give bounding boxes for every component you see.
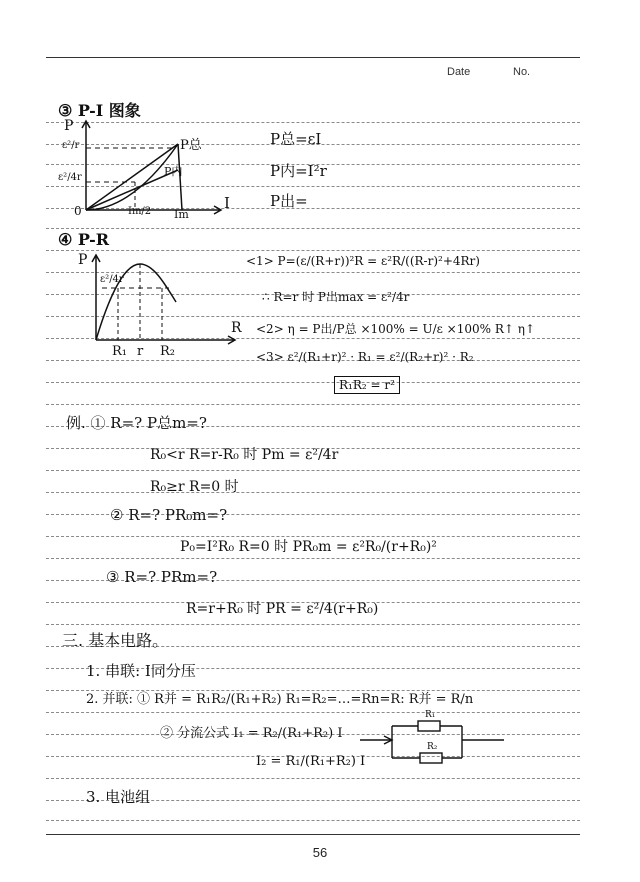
- circuits-current-divider-2: I₂ = R₁/(R₁+R₂) I: [256, 754, 366, 769]
- example-line-5: P₀=I²R₀ R=0 时 PR₀m = ε²R₀/(r+R₀)²: [180, 539, 437, 555]
- circuits-battery-pack: 3. 电池组: [86, 788, 151, 806]
- pr-formula-equal-power: <3> ε²/(R₁+r)² · R₁ = ε²/(R₂+r)² · R₂: [256, 350, 474, 364]
- header-rule: [46, 57, 580, 58]
- pr-x-tick-r: r: [137, 344, 144, 359]
- section4-title: ④ P-R: [58, 230, 110, 249]
- example-line-6: ③ R=? PRm=?: [106, 568, 218, 586]
- page-number: 56: [312, 845, 328, 860]
- pr-x-tick-r1: R₁: [112, 344, 127, 359]
- circuit-label-r2: R₂: [427, 742, 438, 752]
- pi-y-tick-mid: ε²/4r: [58, 172, 82, 183]
- pr-formula-efficiency: <2> η = P出/P总 ×100% = U/ε ×100% R↑ η↑: [256, 322, 535, 336]
- formula-p-inner: P内=I²r: [270, 162, 327, 180]
- example-line-2: R₀<r R=r-R₀ 时 Pm = ε²/4r: [150, 447, 339, 463]
- pr-formula-max: ∴ R=r 时 P出max = ε²/4r: [262, 290, 410, 304]
- example-line-1: 例. ① R=? P总m=?: [66, 414, 207, 432]
- pr-y-axis-label: P: [78, 252, 88, 268]
- pi-x-tick-end: Im: [174, 208, 189, 221]
- pi-x-tick-mid: Im/2: [128, 206, 152, 217]
- circuits-title: 三. 基本电路。: [62, 631, 169, 650]
- example-line-3: R₀≥r R=0 时: [150, 479, 239, 495]
- pr-y-tick-label: ε²/4r: [100, 274, 124, 285]
- pr-x-axis-label: R: [231, 320, 242, 336]
- section3-title: ③ P-I 图象: [58, 101, 141, 120]
- formula-p-out: P出=: [270, 192, 308, 210]
- circuits-current-divider-1: ② 分流公式 I₁ = R₂/(R₁+R₂) I: [160, 726, 343, 741]
- circuits-series: 1. 串联: I同分压: [86, 662, 196, 680]
- number-label: No.: [513, 66, 531, 78]
- example-line-4: ② R=? PR₀m=?: [110, 506, 228, 524]
- pr-formula-1: <1> P=(ε/(R+r))²R = ε²R/((R-r)²+4Rr): [246, 254, 480, 268]
- circuits-parallel: 2. 并联: ① R并 = R₁R₂/(R₁+R₂) R₁=R₂=…=Rn=R: R并 = R/n: [86, 692, 474, 707]
- example-line-7: R=r+R₀ 时 PR = ε²/4(r+R₀): [186, 601, 379, 617]
- pi-x-axis-label: I: [224, 194, 230, 212]
- pi-curve-total-label: P总: [180, 138, 202, 153]
- pi-curve-inner-label: P内: [164, 165, 183, 178]
- p-r-graph: [74, 250, 249, 350]
- pr-formula-result-box: R₁R₂ = r²: [334, 376, 400, 394]
- pi-y-axis-label: P: [64, 118, 74, 134]
- pi-y-tick-top: ε²/r: [62, 140, 80, 151]
- pi-origin-label: 0: [74, 204, 82, 218]
- formula-p-total: P总=εI: [270, 130, 322, 148]
- footer-rule: [46, 834, 580, 835]
- date-label: Date: [447, 66, 471, 78]
- pr-x-tick-r2: R₂: [160, 344, 175, 359]
- circuit-label-r1: R₁: [425, 710, 436, 720]
